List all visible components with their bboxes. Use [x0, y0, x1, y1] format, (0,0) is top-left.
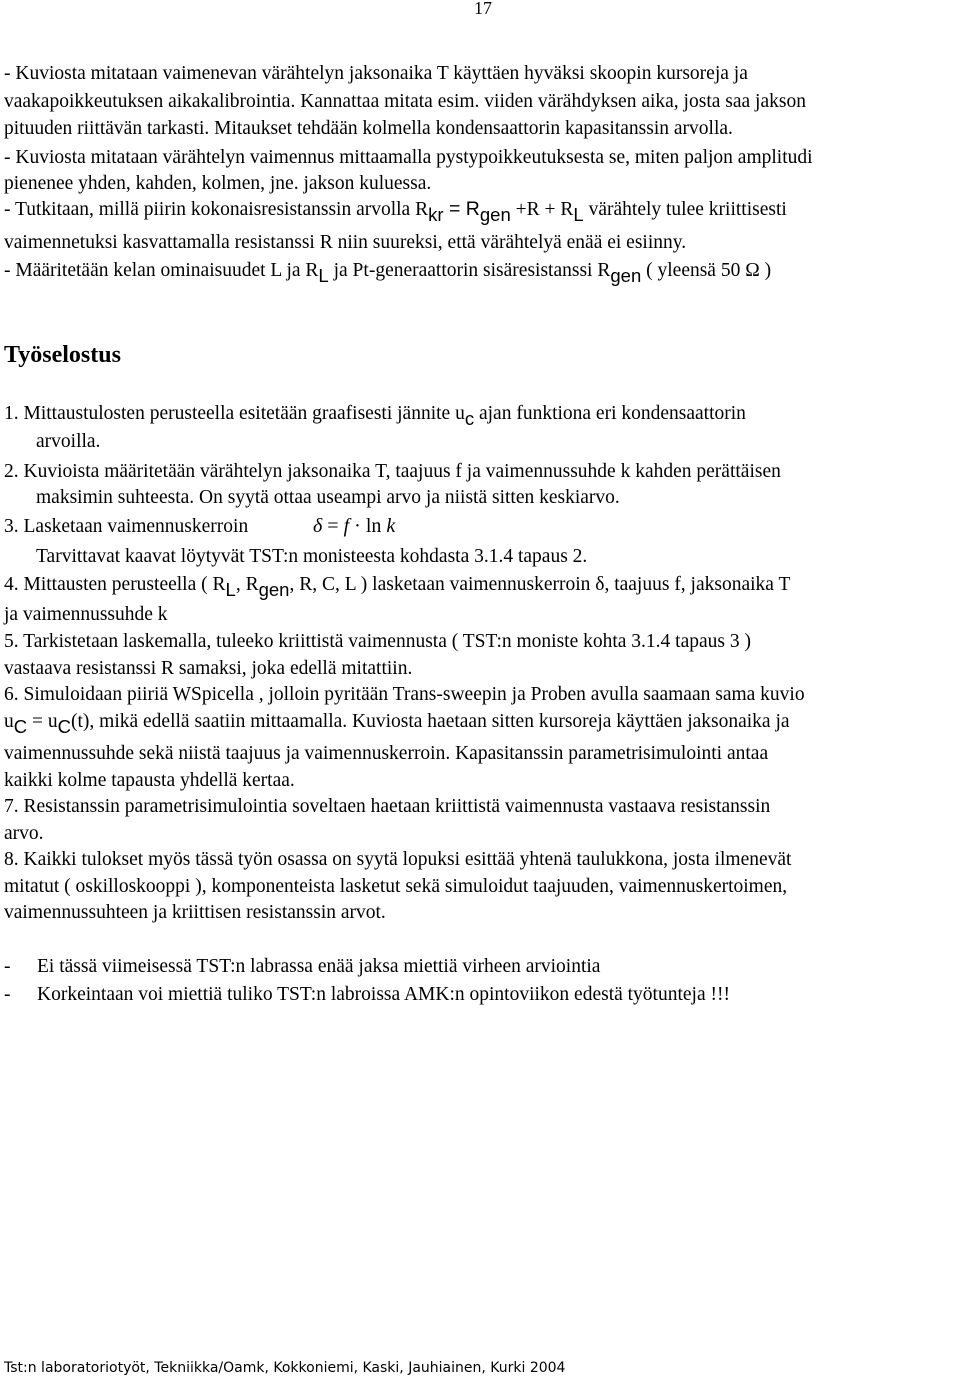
- step-6-line-3: vaimennussuhde sekä niistä taajuus ja vaimennuskerroin. Kapasitanssin parametrisimulointi antaa: [4, 743, 769, 764]
- step-5-line-1: 5. Tarkistetaan laskemalla, tuleeko kriittistä vaimennusta ( TST:n moniste kohta 3.1.4 tapaus 3 ): [4, 631, 751, 652]
- text: , R: [235, 574, 259, 595]
- text: = u: [27, 711, 58, 732]
- damping-formula: [313, 515, 395, 538]
- subscript: C: [13, 715, 28, 737]
- text: = R: [443, 198, 480, 220]
- text: u: [4, 711, 14, 732]
- step-8-line-2: mitatut ( oskilloskooppi ), komponenteista lasketut sekä simuloidut taajuuden, vaimennuskertoimen,: [4, 876, 788, 897]
- subscript: C: [57, 715, 71, 737]
- intro-line-2: vaakapoikkeutuksen aikakalibrointia. Kannattaa mitata esim. viiden värähdyksen aika, josta saa jakson: [4, 91, 806, 112]
- footer-credits: Tst:n laboratoriotyöt, Tekniikka/Oamk, Kokkoniemi, Kaski, Jauhiainen, Kurki 2004: [4, 1360, 566, 1376]
- text: ( yleensä 50 Ω ): [641, 260, 772, 281]
- step-6-line-1: 6. Simuloidaan piiriä WSpicella , jolloin pyritään Trans-sweepin ja Proben avulla saamaan sama kuvio: [4, 684, 805, 705]
- formula-ln: ln: [365, 515, 382, 537]
- subscript: L: [573, 203, 584, 225]
- bullet-dash: -: [4, 984, 11, 1005]
- step-4-line-2: ja vaimennussuhde k: [4, 604, 168, 625]
- step-4-line-1: [4, 573, 791, 600]
- step-7-line-2: arvo.: [4, 823, 44, 844]
- step-2-line-2: maksimin suhteesta. On syytä ottaa useampi arvo ja niistä sitten keskiarvo.: [36, 487, 620, 508]
- step-6-line-4: kaikki kolme tapausta yhdellä kertaa.: [4, 770, 295, 791]
- text: ja Pt-generaattorin sisäresistanssi R: [328, 260, 611, 281]
- text: värähtely tulee kriittisesti: [583, 199, 787, 220]
- step-8-line-1: 8. Kaikki tulokset myös tässä työn osassa on syytä lopuksi esittää yhtenä taulukkona, josta ilmenevät: [4, 849, 792, 870]
- bullet-dash: -: [4, 956, 11, 977]
- bullet-item: Ei tässä viimeisessä TST:n labrassa enää jaksa miettiä virheen arviointia: [37, 956, 601, 977]
- section-heading: Työselostus: [4, 342, 121, 368]
- text: - Määritetään kelan ominaisuudet L ja R: [4, 260, 319, 281]
- intro-line-5: pienenee yhden, kahden, kolmen, jne. jakson kuluessa.: [4, 173, 432, 194]
- step-5-line-2: vastaava resistanssi R samaksi, joka edellä mitattiin.: [4, 658, 413, 679]
- text: 1. Mittaustulosten perusteella esitetään graafisesti jännite u: [4, 403, 465, 424]
- formula-k: k: [381, 515, 396, 537]
- step-3-line-1: 3. Lasketaan vaimennuskerroin: [4, 516, 249, 537]
- step-3-line-2: Tarvittavat kaavat löytyvät TST:n monisteesta kohdasta 3.1.4 tapaus 2.: [36, 546, 588, 567]
- intro-line-4: - Kuviosta mitataan värähtelyn vaimennus mittaamalla pystypoikkeutuksesta se, miten paljon amplitudi: [4, 147, 813, 168]
- intro-line-8: [4, 259, 772, 286]
- text: , R, C, L ) lasketaan vaimennuskerroin δ, taajuus f, jaksonaika T: [289, 574, 791, 595]
- step-2-line-1: 2. Kuvioista määritetään värähtelyn jaksonaika T, taajuus f ja vaimennussuhde k kahden perättäisen: [4, 461, 781, 482]
- text: (t), mikä edellä saatiin mittaamalla. Kuviosta haetaan sitten kursoreja käyttäen jaksonaika ja: [71, 711, 790, 732]
- formula-f: f: [343, 515, 350, 537]
- text: +R + R: [510, 199, 574, 220]
- formula-delta: δ: [313, 515, 323, 537]
- subscript: L: [225, 578, 236, 600]
- text: ajan funktiona eri kondensaattorin: [474, 403, 746, 424]
- text: - Tutkitaan, millä piirin kokonaisresistanssin arvolla R: [4, 199, 429, 220]
- intro-line-6: [4, 198, 787, 225]
- formula-dot: ·: [349, 515, 366, 537]
- page-number: 17: [474, 0, 492, 18]
- intro-line-7: vaimennetuksi kasvattamalla resistanssi R niin suureksi, että värähtelyä enää ei esiinny.: [4, 232, 687, 253]
- step-1-line-2: arvoilla.: [36, 431, 101, 452]
- text: 4. Mittausten perusteella ( R: [4, 574, 226, 595]
- step-6-line-2: [4, 710, 790, 737]
- step-7-line-1: 7. Resistanssin parametrisimulointia soveltaen haetaan kriittistä vaimennusta vastaava resistanssin: [4, 796, 771, 817]
- formula-equals: =: [322, 515, 344, 537]
- subscript: L: [318, 264, 329, 286]
- subscript: c: [464, 407, 475, 429]
- bullet-item: Korkeintaan voi miettiä tuliko TST:n labroissa AMK:n opintoviikon edestä työtunteja !!!: [37, 984, 730, 1005]
- step-8-line-3: vaimennussuhteen ja kriittisen resistanssin arvot.: [4, 902, 386, 923]
- subscript: gen: [479, 203, 511, 225]
- intro-line-3: pituuden riittävän tarkasti. Mitaukset tehdään kolmella kondensaattorin kapasitanssin arvolla.: [4, 118, 733, 139]
- intro-line-1: - Kuviosta mitataan vaimenevan värähtelyn jaksonaika T käyttäen hyväksi skoopin kursoreja ja: [4, 63, 748, 84]
- step-1-line-1: [4, 402, 746, 429]
- subscript: gen: [258, 578, 290, 600]
- subscript: gen: [610, 264, 642, 286]
- subscript: kr: [428, 203, 444, 225]
